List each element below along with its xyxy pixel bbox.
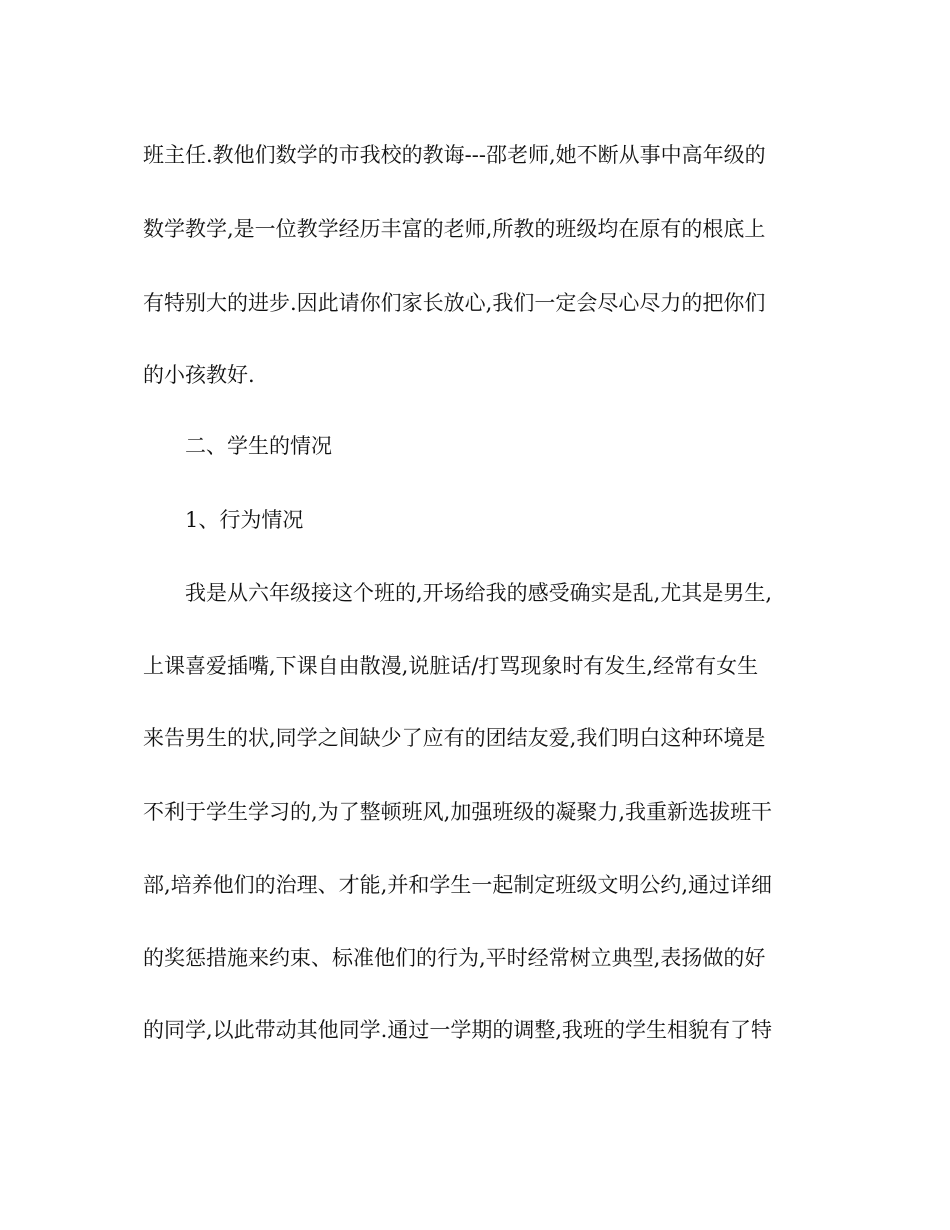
- paragraph-line: 数学教学,是一位教学经历丰富的老师,所教的班级均在原有的根底上: [143, 217, 766, 241]
- paragraph-line: 的小孩教好.: [143, 363, 255, 387]
- paragraph-line: 来告男生的状,同学之间缺少了应有的团结友爱,我们明白这种环境是: [143, 726, 766, 750]
- paragraph-line: 部,培养他们的治理、才能,并和学生一起制定班级文明公约,通过详细: [143, 873, 773, 897]
- paragraph-line: 我是从六年级接这个班的,开场给我的感受确实是乱,尤其是男生,: [185, 581, 773, 605]
- paragraph-line: 的同学,以此带动其他同学.通过一学期的调整,我班的学生相貌有了特: [143, 1018, 773, 1042]
- paragraph-line: 的奖惩措施来约束、标准他们的行为,平时经常树立典型,表扬做的好: [143, 946, 766, 970]
- section-heading: 二、学生的情况: [185, 434, 332, 458]
- paragraph-line: 不利于学生学习的,为了整顿班风,加强班级的凝聚力,我重新选拔班干: [143, 800, 773, 824]
- paragraph-line: 班主任.教他们数学的市我校的教诲---邵老师,她不断从事中高年级的: [143, 143, 766, 167]
- paragraph-line: 上课喜爱插嘴,下课自由散漫,说脏话/打骂现象时有发生,经常有女生: [143, 654, 759, 678]
- paragraph-line: 有特别大的进步.因此请你们家长放心,我们一定会尽心尽力的把你们: [143, 291, 766, 315]
- subsection-heading: 1、行为情况: [185, 508, 304, 532]
